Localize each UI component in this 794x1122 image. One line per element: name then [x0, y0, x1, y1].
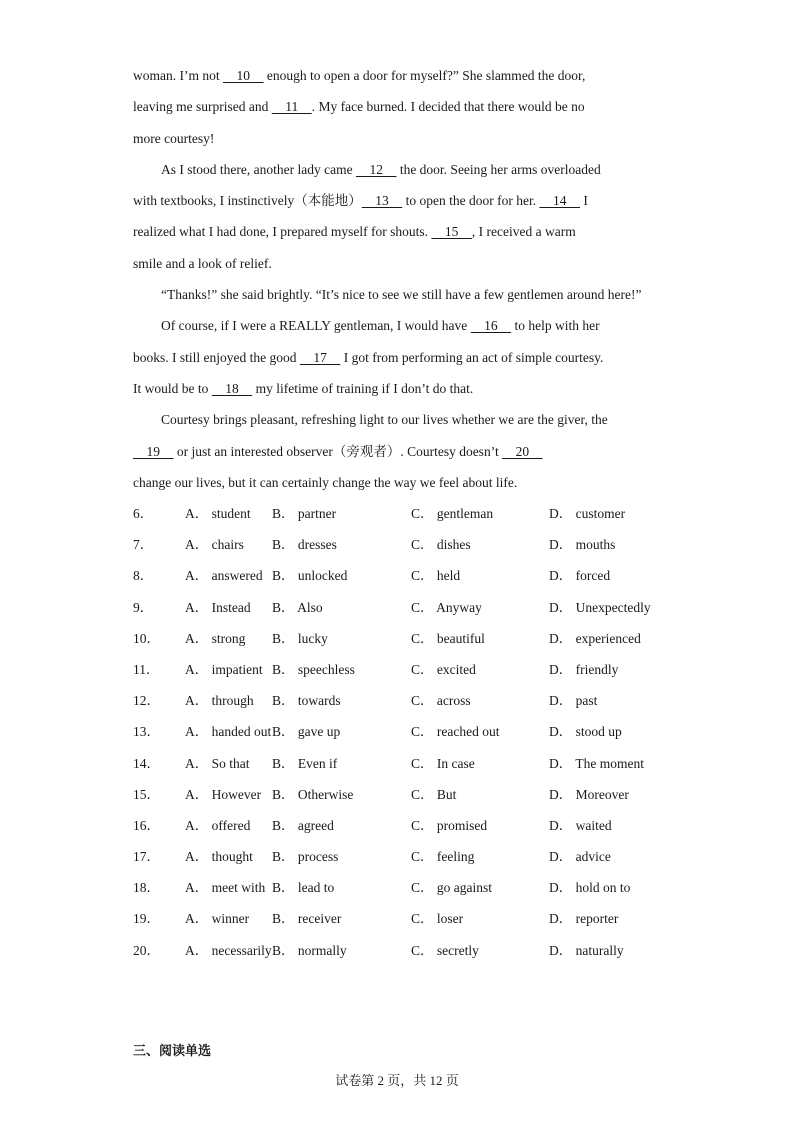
passage-text: to open the door for her.: [402, 193, 540, 209]
question-row: [133, 748, 693, 779]
cloze-blank: 16: [470, 318, 512, 334]
cloze-passage: [133, 60, 669, 498]
passage-line: [133, 248, 669, 279]
cloze-blank: 12: [355, 161, 397, 177]
option-a: A． strong: [185, 630, 246, 646]
option-a: A． winner: [185, 911, 250, 927]
question-row: [133, 810, 693, 841]
question-number: 17．: [133, 849, 160, 865]
passage-text: “Thanks!” she said brightly. “It’s nice to see we still have a few gentlemen around here!”: [161, 287, 642, 303]
option-d: D． naturally: [549, 942, 624, 958]
passage-text: . My face burned. I decided that there would be no: [311, 99, 585, 115]
cloze-blank: 17: [299, 349, 341, 365]
question-number: 19．: [133, 911, 160, 927]
option-d: D． The moment: [549, 755, 644, 771]
question-row: [133, 872, 693, 903]
option-b: B． partner: [272, 506, 337, 521]
cloze-blank: 20: [502, 443, 543, 459]
passage-text: As I stood there, another lady came: [161, 161, 356, 177]
passage-text: more courtesy!: [133, 130, 215, 146]
question-number: 20．: [133, 942, 160, 958]
question-row: [133, 935, 693, 966]
question-row: [133, 779, 693, 810]
option-a: A． impatient: [185, 661, 263, 677]
passage-text: Courtesy brings pleasant, refreshing light to our lives whether we are the giver, the: [161, 412, 608, 428]
option-d: D． stood up: [549, 724, 622, 740]
passage-text: with textbooks, I instinctively（本能地）: [133, 193, 362, 209]
option-a: A． So that: [185, 755, 250, 771]
option-b: B． normally: [272, 942, 347, 958]
question-row: [133, 903, 693, 934]
option-a: A． through: [185, 693, 254, 709]
option-c: C． dishes: [411, 537, 471, 553]
option-b: B． process: [272, 849, 339, 865]
passage-text: books. I still enjoyed the good: [133, 349, 300, 365]
question-number: 10．: [133, 630, 160, 646]
option-a: A． answered: [185, 568, 263, 584]
option-a: A． necessarily: [185, 942, 272, 958]
question-number: 13．: [133, 724, 160, 740]
passage-text: , I received a warm: [471, 224, 576, 240]
section-heading: 三、阅读单选: [133, 1044, 212, 1059]
passage-line: [133, 342, 669, 373]
passage-text: to help with her: [511, 318, 600, 334]
option-c: C． excited: [411, 661, 476, 677]
option-d: D． experienced: [549, 630, 641, 646]
cloze-blank: 10: [223, 68, 264, 83]
page-footer: 试卷第 2 页，共 12 页: [335, 1073, 459, 1088]
question-number: 14．: [133, 755, 160, 771]
passage-text: smile and a look of relief.: [133, 255, 272, 271]
option-b: B． unlocked: [272, 568, 348, 584]
option-a: A． However: [185, 786, 262, 802]
question-row: [133, 592, 693, 623]
question-row: [133, 841, 693, 872]
option-d: D． Unexpectedly: [549, 599, 651, 615]
option-b: B． dresses: [272, 537, 337, 553]
question-row: [133, 560, 693, 591]
option-d: D． hold on to: [549, 880, 631, 896]
passage-text: change our lives, but it can certainly change the way we feel about life.: [133, 474, 518, 490]
question-row: [133, 498, 693, 529]
option-b: B． lead to: [272, 880, 335, 896]
option-b: B． Also: [272, 599, 323, 615]
passage-text: the door. Seeing her arms overloaded: [396, 161, 601, 177]
option-a: A． handed out: [185, 724, 272, 740]
question-row: [133, 623, 693, 654]
option-d: D． advice: [549, 849, 611, 865]
question-number: 11．: [133, 661, 160, 677]
passage-line: [133, 467, 669, 498]
option-b: B． gave up: [272, 724, 341, 740]
option-c: C． In case: [411, 755, 475, 771]
question-row: [133, 716, 693, 747]
option-c: C． secretly: [411, 942, 479, 958]
question-row: [133, 529, 693, 560]
option-b: B． Even if: [272, 755, 338, 771]
passage-text: leaving me surprised and: [133, 99, 272, 115]
passage-line: [133, 123, 669, 154]
option-d: D． forced: [549, 568, 611, 584]
option-c: C． go against: [411, 880, 492, 896]
question-number: 8．: [133, 568, 154, 584]
option-a: A． student: [185, 506, 251, 521]
option-c: C． Anyway: [411, 599, 482, 615]
question-row: [133, 685, 693, 716]
passage-line: [133, 216, 669, 247]
question-number: 12．: [133, 693, 160, 709]
option-a: A． offered: [185, 817, 251, 833]
passage-text: woman. I’m not: [133, 68, 223, 83]
option-d: D． friendly: [549, 661, 619, 677]
passage-line: [133, 436, 669, 467]
option-a: A． chairs: [185, 537, 244, 553]
option-b: B． towards: [272, 693, 341, 709]
cloze-blank: 15: [431, 224, 472, 240]
option-c: C． But: [411, 786, 457, 802]
question-number: 7．: [133, 537, 154, 553]
question-number: 16．: [133, 817, 160, 833]
option-c: C． across: [411, 693, 471, 709]
question-number: 18．: [133, 880, 160, 896]
option-b: B． agreed: [272, 817, 334, 833]
option-b: B． Otherwise: [272, 786, 354, 802]
option-c: C． promised: [411, 817, 488, 833]
question-row: [133, 654, 693, 685]
cloze-blank: 18: [211, 380, 253, 396]
passage-text: realized what I had done, I prepared myself for shouts.: [133, 224, 432, 240]
passage-line: [133, 404, 669, 435]
option-a: A． thought: [185, 849, 253, 865]
answer-options: [133, 498, 693, 966]
passage-line: [133, 60, 669, 91]
cloze-blank: 19: [133, 443, 174, 459]
cloze-blank: 13: [361, 193, 403, 209]
passage-line: [133, 154, 669, 185]
question-number: 15．: [133, 786, 160, 802]
option-b: B． receiver: [272, 911, 342, 927]
passage-text: It would be to: [133, 380, 212, 396]
option-c: C． beautiful: [411, 630, 485, 646]
option-d: D． waited: [549, 817, 612, 833]
option-c: C． gentleman: [411, 506, 494, 521]
option-c: C． held: [411, 568, 461, 584]
option-c: C． feeling: [411, 849, 475, 865]
passage-line: [133, 373, 669, 404]
passage-text: Of course, if I were a REALLY gentleman, I would have: [161, 318, 471, 334]
passage-line: [133, 310, 669, 341]
passage-line: [133, 279, 669, 310]
option-d: D． customer: [549, 506, 626, 521]
question-number: 9．: [133, 599, 154, 615]
option-a: A． meet with: [185, 880, 266, 896]
passage-line: [133, 91, 669, 122]
option-d: D． reporter: [549, 911, 619, 927]
passage-text: enough to open a door for myself?” She slammed the door,: [263, 68, 586, 83]
option-b: B． speechless: [272, 661, 355, 677]
question-number: 6．: [133, 506, 154, 521]
passage-text: my lifetime of training if I don’t do that.: [252, 380, 474, 396]
passage-text: I got from performing an act of simple courtesy.: [340, 349, 604, 365]
passage-text: or just an interested observer（旁观者）. Courtesy doesn’t: [173, 443, 503, 459]
option-a: A． Instead: [185, 599, 251, 615]
option-c: C． reached out: [411, 724, 500, 740]
option-d: D． Moreover: [549, 786, 629, 802]
option-c: C． loser: [411, 911, 464, 927]
option-b: B． lucky: [272, 630, 328, 646]
cloze-blank: 14: [539, 193, 580, 209]
passage-line: [133, 185, 669, 216]
option-d: D． past: [549, 693, 598, 709]
cloze-blank: 11: [271, 99, 312, 115]
option-d: D． mouths: [549, 537, 616, 553]
passage-text: I: [579, 193, 588, 209]
